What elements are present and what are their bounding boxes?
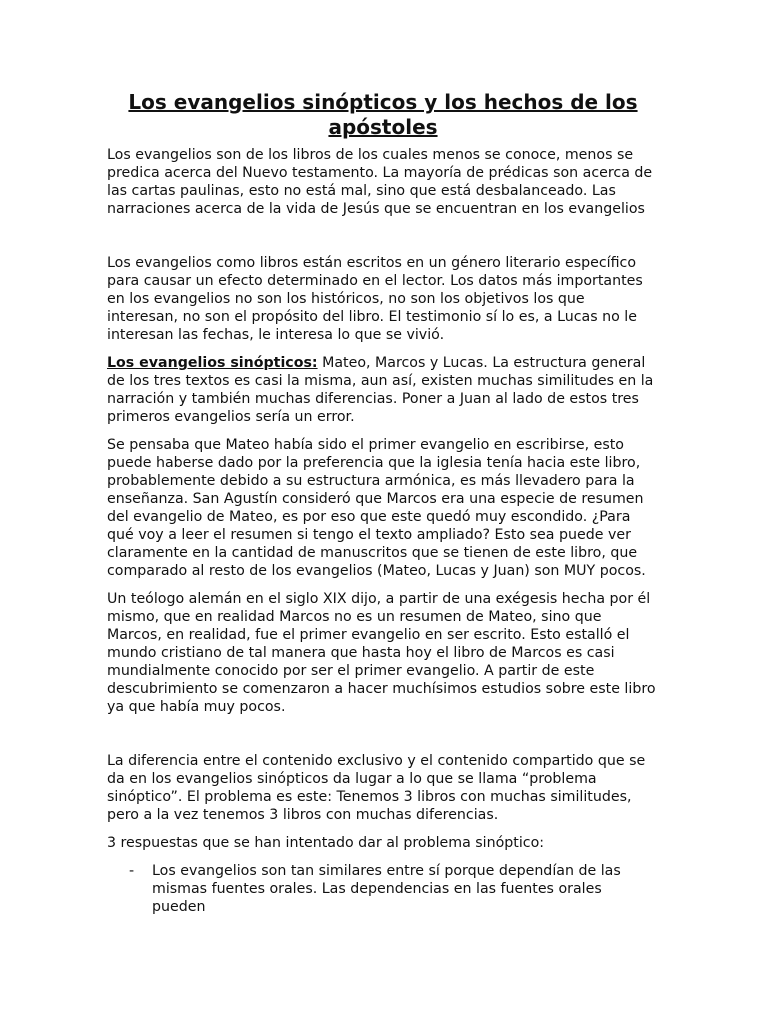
answers-list [107,862,659,916]
synoptic-text: Mateo, Marcos y Lucas. La estructura general de los tres textos es casi la misma, aun así, existen muchas similitudes en la narración y también muchas diferencias. Poner a Juan al lado de estos tres primeros evangelios sería un error. [107,355,654,425]
synoptic-heading: Los evangelios sinópticos: [107,355,318,371]
list-item-text: Los evangelios son tan similares entre sí porque dependían de las mismas fuentes orales. Las dependencias en las fuentes orales pueden [152,863,621,915]
paragraph-literary-genre: Los evangelios como libros están escritos en un género literario específico para causar un efecto determinado en el lector. Los datos más importantes en los evangelios no son los históricos, no son los objetivos los que interesan, no son el propósito del libro. El testimonio sí lo es, a Lucas no le interesan las fechas, le interesa lo que se vivió. [107,255,643,343]
paragraph-answers-intro: 3 respuestas que se han intentado dar al problema sinóptico: [107,835,545,851]
paragraph-intro: Los evangelios son de los libros de los cuales menos se conoce, menos se predica acerca del Nuevo testamento. La mayoría de prédicas son acerca de las cartas paulinas, esto no está mal, sino que está desbalanceado. Las narraciones acerca de la vida de Jesús que se encuentran en los evangelios [107,147,653,217]
document-page [107,90,659,916]
paragraph-synoptic-gospels [107,354,659,426]
list-bullet: - [129,863,135,879]
paragraph-synoptic-problem: La diferencia entre el contenido exclusivo y el contenido compartido que se da en los evangelios sinópticos da lugar a lo que se llama “problema sinóptico”. El problema es este: Tenemos 3 libros con muchas similitudes, pero a la vez tenemos 3 libros con muchas diferencias. [107,753,646,823]
paragraph-matthew-first: Se pensaba que Mateo había sido el primer evangelio en escribirse, esto puede haberse dado por la preferencia que la iglesia tenía hacia este libro, probablemente debido a su estructura armónica, es más llevadero para la enseñanza. San Agustín consideró que Marcos era una especie de resumen del evangelio de Mateo, es por eso que este quedó muy escondido. ¿Para qué voy a leer el resumen si tengo el texto ampliado? Esto sea puede ver claramente en la cantidad de manuscritos que se tienen de este libro, que comparado al resto de los evangelios (Mateo, Lucas y Juan) son MUY pocos. [107,437,646,579]
document-title: Los evangelios sinópticos y los hechos de los apóstoles [128,90,638,139]
list-item [107,862,659,916]
paragraph-mark-first: Un teólogo alemán en el siglo XIX dijo, a partir de una exégesis hecha por él mismo, que en realidad Marcos no es un resumen de Mateo, sino que Marcos, en realidad, fue el primer evangelio en ser escrito. Esto estalló el mundo cristiano de tal manera que hasta hoy el libro de Marcos es casi mundialmente conocido por ser el primer evangelio. A partir de este descubrimiento se comenzaron a hacer muchísimos estudios sobre este libro ya que había muy pocos. [107,591,656,715]
